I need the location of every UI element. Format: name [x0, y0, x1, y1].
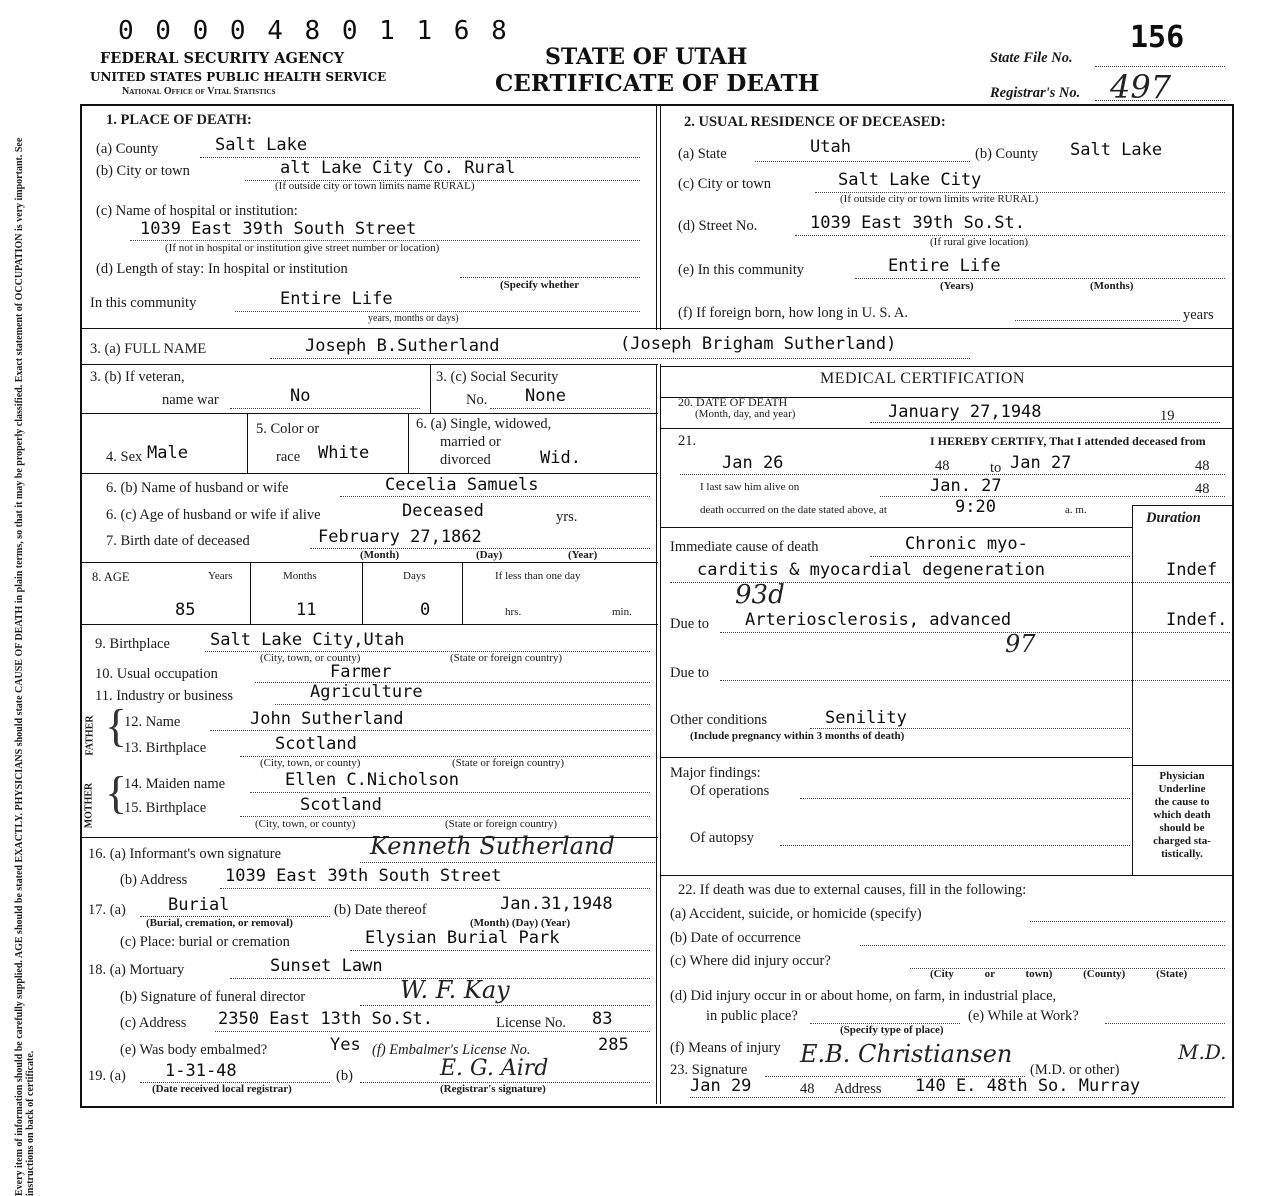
- due1-line: [720, 632, 1230, 633]
- res-street-note: (If rural give location): [930, 236, 1029, 248]
- registrar-date-note: (Date received local registrar): [152, 1083, 292, 1095]
- veteran-line: [230, 408, 420, 409]
- registrar-label: Registrar's No.: [990, 85, 1081, 101]
- father-name: John Sutherland: [250, 709, 404, 729]
- sex-race-divider: [247, 413, 248, 473]
- age-years-label: Years: [208, 570, 233, 582]
- birth-date-label: 7. Birth date of deceased: [106, 533, 250, 549]
- marital-l2: married or: [440, 434, 501, 450]
- age-div-1: [250, 562, 251, 624]
- dod-value: January 27,1948: [888, 402, 1042, 422]
- father-birth-label: 13. Birthplace: [124, 740, 207, 756]
- age-hrs: hrs.: [505, 606, 522, 618]
- bd-day: (Day): [476, 549, 503, 561]
- signature-address: 140 E. 48th So. Murray: [915, 1076, 1141, 1096]
- age-div-3: [462, 562, 463, 624]
- saw-year: 48: [1195, 481, 1210, 497]
- physician-box-line: Physician: [1159, 770, 1205, 782]
- director-line: [360, 1005, 650, 1006]
- poc-community-note: years, months or days): [368, 313, 459, 324]
- immediate-label: Immediate cause of death: [670, 539, 819, 555]
- registrar-number: 497: [1110, 68, 1172, 106]
- res-community-value: Entire Life: [888, 256, 1001, 276]
- rule-external: [660, 875, 1232, 876]
- burial-note: (Burial, cremation, or removal): [146, 917, 293, 929]
- saw-label: I last saw him alive on: [700, 481, 800, 493]
- years-label: (Years): [940, 280, 974, 292]
- father-note2: (State or foreign country): [452, 757, 565, 769]
- place-heading: 1. PLACE OF DEATH:: [106, 112, 252, 128]
- marital-l3: divorced: [440, 452, 491, 468]
- mortuary-label: 18. (a) Mortuary: [88, 962, 185, 978]
- father-name-label: 12. Name: [124, 714, 181, 730]
- registrar-signature: E. G. Aird: [440, 1056, 549, 1081]
- rule-name: [80, 328, 1232, 329]
- birthplace-label: 9. Birthplace: [95, 636, 170, 652]
- external-e-line: [1105, 1023, 1225, 1024]
- age-label: 8. AGE: [92, 570, 130, 584]
- external-b: (b) Date of occurrence: [670, 930, 801, 946]
- mortuary-value: Sunset Lawn: [270, 956, 383, 976]
- duration-top: [1132, 505, 1232, 506]
- city-note: (If outside city or town limits name RURAL): [275, 180, 475, 192]
- age-min: min.: [612, 606, 632, 618]
- father-side-label: FATHER: [84, 715, 96, 756]
- mortuary-address: 2350 East 13th So.St.: [218, 1009, 433, 1029]
- spouse-age-unit: yrs.: [556, 509, 578, 525]
- age-days-label: Days: [403, 570, 426, 582]
- form-frame: [80, 104, 1234, 1108]
- veteran-sub: name war: [162, 392, 219, 408]
- sex-label: 4. Sex: [106, 449, 143, 465]
- hospital-note: (If not in hospital or institution give street number or location): [165, 242, 440, 254]
- external-a: (a) Accident, suicide, or homicide (specify): [670, 906, 922, 922]
- signature-address-label: Address: [834, 1081, 882, 1097]
- burial-date-label: (b) Date thereof: [334, 902, 427, 918]
- mortuary-address-label: (c) Address: [120, 1015, 187, 1031]
- certificate-title: CERTIFICATE OF DEATH: [495, 70, 820, 97]
- father-note1: (City, town, or county): [260, 757, 361, 769]
- signature-md-hw: M.D.: [1178, 1040, 1227, 1064]
- mother-birth-line: [240, 816, 650, 817]
- state-file-label: State File No.: [990, 50, 1073, 66]
- res-community-label: (e) In this community: [678, 262, 805, 278]
- physician-signature: E.B. Christiansen: [800, 1040, 1013, 1068]
- dod-note: (Month, day, and year): [695, 408, 796, 420]
- birthplace-value: Salt Lake City,Utah: [210, 630, 405, 650]
- ops-line: [800, 798, 1130, 799]
- city-value: alt Lake City Co. Rural: [280, 158, 516, 178]
- signature-year: 48: [800, 1081, 815, 1097]
- full-name-line: [270, 358, 970, 359]
- age-less-label: If less than one day: [495, 570, 581, 582]
- rule-veteran: [80, 364, 658, 365]
- registrar-date: 1-31-48: [165, 1061, 237, 1081]
- burial-place-label: (c) Place: burial or cremation: [120, 934, 290, 950]
- signature-md: (M.D. or other): [1030, 1062, 1120, 1078]
- poc-community-line: [235, 311, 640, 312]
- father-brace: {: [105, 700, 128, 751]
- duration-label: Duration: [1146, 510, 1201, 526]
- external-b-line: [860, 945, 1225, 946]
- license-value: 83: [592, 1009, 613, 1029]
- res-state-label: (a) State: [678, 146, 727, 162]
- rule-sex: [80, 413, 658, 414]
- full-name-label: 3. (a) FULL NAME: [90, 341, 207, 357]
- physician-box-line: charged sta-: [1153, 835, 1211, 847]
- rule-birthplace: [80, 624, 658, 625]
- burial-date-note: (Month) (Day) (Year): [470, 917, 571, 929]
- state-title: STATE OF UTAH: [545, 44, 748, 70]
- mother-note1: (City, town, or county): [255, 818, 356, 830]
- poc-community-value: Entire Life: [280, 289, 393, 309]
- due1-duration: Indef.: [1166, 610, 1228, 630]
- res-city-value: Salt Lake City: [838, 170, 982, 190]
- informant-line: [360, 862, 655, 863]
- attended-from: Jan 26: [722, 453, 784, 473]
- informant-address: 1039 East 39th South Street: [225, 866, 502, 886]
- dod-year-prefix: 19: [1160, 408, 1175, 424]
- father-name-line: [210, 730, 650, 731]
- cause-code-2: 97: [1005, 630, 1036, 658]
- rule-spouse: [80, 473, 658, 474]
- res-street-label: (d) Street No.: [678, 218, 758, 234]
- saw-value: Jan. 27: [930, 476, 1002, 496]
- physician-box-line: should be: [1159, 822, 1205, 834]
- due1-label: Due to: [670, 616, 710, 632]
- cause-code-1: 93d: [735, 580, 785, 610]
- autopsy-line: [780, 845, 1130, 846]
- spouse-line: [340, 496, 650, 497]
- to-label: to: [990, 460, 1002, 476]
- poc-community-label: In this community: [90, 295, 197, 311]
- city-label: (b) City or town: [96, 163, 190, 179]
- occupation-value: Farmer: [330, 662, 392, 682]
- age-months-label: Months: [283, 570, 317, 582]
- full-name-expanded: (Joseph Brigham Sutherland): [620, 334, 897, 354]
- signature-label: 23. Signature: [670, 1062, 748, 1078]
- state-file-line: [1095, 66, 1225, 67]
- attended-line: [680, 474, 1225, 475]
- burial-value: Burial: [168, 895, 230, 915]
- bd-year: (Year): [568, 549, 598, 561]
- burial-date: Jan.31,1948: [500, 894, 613, 914]
- attended-to-year: 48: [1195, 458, 1210, 474]
- other-note: (Include pregnancy within 3 months of death): [690, 730, 905, 742]
- burial-place: Elysian Burial Park: [365, 928, 560, 948]
- vet-ssn-divider: [430, 364, 431, 413]
- service-name: UNITED STATES PUBLIC HEALTH SERVICE: [90, 70, 387, 84]
- top-divider-2: [660, 104, 661, 330]
- external-c-note: (City or town) (County) (State): [930, 968, 1188, 980]
- age-days: 0: [420, 600, 431, 620]
- informant-signature: Kenneth Sutherland: [370, 832, 615, 860]
- mother-name: Ellen C.Nicholson: [285, 770, 459, 790]
- sex-value: Male: [147, 443, 188, 463]
- industry-line: [275, 704, 650, 705]
- ssn-line: [490, 408, 650, 409]
- county-value: Salt Lake: [215, 135, 308, 155]
- signature-address-line: [690, 1097, 1225, 1098]
- res-city-label: (c) City or town: [678, 176, 772, 192]
- license-label: License No.: [496, 1015, 567, 1031]
- certify-num: 21.: [678, 433, 697, 449]
- death-time: 9:20: [955, 497, 996, 517]
- industry-label: 11. Industry or business: [95, 688, 234, 704]
- physician-box-line: the cause to: [1154, 796, 1210, 808]
- registrar-sig-note: (Registrar's signature): [440, 1083, 546, 1095]
- external-a-line: [1030, 921, 1225, 922]
- embalmer-label: (f) Embalmer's License No.: [372, 1042, 531, 1058]
- mother-name-label: 14. Maiden name: [124, 776, 226, 792]
- marital-label: 6. (a) Single, widowed,: [416, 416, 552, 432]
- physician-box-line: tistically.: [1161, 848, 1203, 860]
- res-state-value: Utah: [810, 137, 851, 157]
- death-ampm: a. m.: [1065, 504, 1087, 516]
- res-street-value: 1039 East 39th So.St.: [810, 213, 1025, 233]
- foreign-years: years: [1183, 307, 1214, 323]
- rule-other: [660, 757, 1132, 758]
- veteran-label: 3. (b) If veteran,: [90, 369, 185, 385]
- marital-value: Wid.: [540, 448, 581, 468]
- embalmer-value: 285: [598, 1035, 629, 1055]
- rule-age: [80, 562, 658, 563]
- occurred-label: death occurred on the date stated above, at: [700, 504, 887, 516]
- top-divider: [656, 104, 657, 330]
- embalmed-label: (e) Was body embalmed?: [120, 1042, 268, 1058]
- state-file-number: 156: [1130, 20, 1185, 55]
- county-label: (a) County: [96, 141, 159, 157]
- attended-from-year: 48: [935, 458, 950, 474]
- burial-place-line: [350, 950, 650, 951]
- margin-instructions: Every item of information should be carefully supplied. AGE should be stated EXACTLY. PHYSICIANS should state CAUSE OF DEATH in plain terms, so that it may be properly classified. Exact statement of OCCUPATION is very important. See instructions on back of certificate.: [14, 137, 36, 1196]
- birthplace-note2: (State or foreign country): [450, 652, 563, 664]
- informant-label: 16. (a) Informant's own signature: [88, 846, 282, 862]
- duration-col: [1132, 505, 1133, 875]
- race-sub: race: [276, 449, 301, 465]
- veteran-value: No: [290, 386, 311, 406]
- spouse-value: Cecelia Samuels: [385, 475, 539, 495]
- saw-line: [880, 496, 1225, 497]
- rule-cause: [660, 527, 1132, 528]
- ssn-value: None: [525, 386, 566, 406]
- external-heading: 22. If death was due to external causes, fill in the following:: [678, 882, 1027, 898]
- age-months: 11: [296, 600, 317, 620]
- specify-note: (Specify whether: [500, 279, 580, 291]
- mother-birth: Scotland: [300, 795, 382, 815]
- other-label: Other conditions: [670, 712, 768, 728]
- foreign-label: (f) If foreign born, how long in U. S. A.: [678, 305, 908, 321]
- external-c: (c) Where did injury occur?: [670, 953, 831, 969]
- mid-divider-2: [660, 364, 661, 1104]
- physician-box-line: which death: [1153, 809, 1211, 821]
- ssn-label: 3. (c) Social Security: [436, 369, 559, 385]
- other-value: Senility: [825, 708, 907, 728]
- serial-number: 0 0 0 0 4 8 0 1 1 6 8: [118, 16, 510, 46]
- mid-divider: [656, 364, 657, 1104]
- mother-birth-label: 15. Birthplace: [124, 800, 207, 816]
- ssn-sub: No.: [466, 392, 488, 408]
- spouse-age-label: 6. (c) Age of husband or wife if alive: [106, 507, 321, 523]
- embalmed-value: Yes: [330, 1035, 361, 1055]
- immediate-cause-2: carditis & myocardial degeneration: [697, 560, 1045, 580]
- foreign-line: [1015, 320, 1180, 321]
- bd-month: (Month): [360, 549, 400, 561]
- physician-box: [1136, 770, 1228, 861]
- stay-label: (d) Length of stay: In hospital or institution: [96, 261, 348, 277]
- immediate-duration: Indef: [1166, 560, 1218, 580]
- registrar-sig-label: (b): [336, 1068, 353, 1084]
- occupation-label: 10. Usual occupation: [95, 666, 218, 682]
- res-state-line: [755, 161, 970, 162]
- director-label: (b) Signature of funeral director: [120, 989, 306, 1005]
- mother-note2: (State or foreign country): [445, 818, 558, 830]
- mother-side-label: MOTHER: [83, 782, 95, 829]
- immediate-cause-1: Chronic myo-: [905, 534, 1028, 554]
- months-label: (Months): [1090, 280, 1134, 292]
- ops-label: Of operations: [690, 783, 770, 799]
- agency-name: FEDERAL SECURITY AGENCY: [100, 50, 345, 67]
- mother-brace: {: [105, 767, 128, 818]
- residence-heading: 2. USUAL RESIDENCE OF DECEASED:: [684, 114, 946, 130]
- res-county-value: Salt Lake: [1070, 140, 1163, 160]
- res-county-label: (b) County: [975, 146, 1039, 162]
- industry-value: Agriculture: [310, 682, 423, 702]
- external-d2: in public place?: [706, 1008, 798, 1024]
- stay-line: [460, 277, 640, 278]
- res-community-line: [855, 278, 1225, 279]
- hospital-value: 1039 East 39th South Street: [140, 219, 417, 239]
- due2-line: [720, 680, 1230, 681]
- registrar-field-label: 19. (a): [88, 1068, 126, 1084]
- major-label: Major findings:: [670, 765, 761, 781]
- mother-name-line: [250, 792, 650, 793]
- res-city-note: (If outside city or town limits write RURAL): [840, 193, 1039, 205]
- dod-label: 20. DATE OF DEATH: [678, 395, 788, 409]
- external-d: (d) Did injury occur in or about home, on farm, in industrial place,: [670, 988, 1057, 1004]
- immediate-line-1: [870, 556, 1130, 557]
- birthplace-note1: (City, town, or county): [260, 652, 361, 664]
- other-line: [810, 728, 1130, 729]
- full-name-value: Joseph B.Sutherland: [305, 336, 500, 356]
- race-label: 5. Color or: [256, 421, 320, 437]
- race-value: White: [318, 443, 370, 463]
- external-e: (e) While at Work?: [968, 1008, 1079, 1024]
- director-signature: W. F. Kay: [400, 976, 510, 1004]
- burial-label: 17. (a): [88, 902, 126, 918]
- due1-value: Arteriosclerosis, advanced: [745, 610, 1012, 630]
- father-birth: Scotland: [275, 734, 357, 754]
- due2-label: Due to: [670, 665, 710, 681]
- mortuary-address-line: [215, 1031, 650, 1032]
- hospital-line: [130, 240, 640, 241]
- physician-box-top: [1132, 765, 1232, 766]
- medical-heading: MEDICAL CERTIFICATION: [820, 370, 1025, 387]
- registrar-line: [1095, 100, 1225, 101]
- birth-date-value: February 27,1862: [318, 527, 482, 547]
- race-marital-divider: [408, 413, 409, 473]
- hospital-label: (c) Name of hospital or institution:: [96, 203, 298, 219]
- office-name: National Office of Vital Statistics: [122, 86, 276, 97]
- informant-address-line: [220, 888, 650, 889]
- rule-medical: [660, 366, 1232, 367]
- age-years: 85: [175, 600, 196, 620]
- external-d-note: (Specify type of place): [840, 1024, 944, 1036]
- external-f: (f) Means of injury: [670, 1040, 781, 1056]
- certify-text: I HEREBY CERTIFY, That I attended deceased from: [930, 434, 1206, 448]
- informant-address-label: (b) Address: [120, 872, 188, 888]
- spouse-label: 6. (b) Name of husband or wife: [106, 480, 289, 496]
- physician-box-line: Underline: [1158, 783, 1206, 795]
- attended-to: Jan 27: [1010, 453, 1072, 473]
- spouse-age-value: Deceased: [402, 501, 484, 521]
- age-div-2: [362, 562, 363, 624]
- signature-date: Jan 29: [690, 1076, 752, 1096]
- rule-certify: [660, 428, 1232, 429]
- autopsy-label: Of autopsy: [690, 830, 755, 846]
